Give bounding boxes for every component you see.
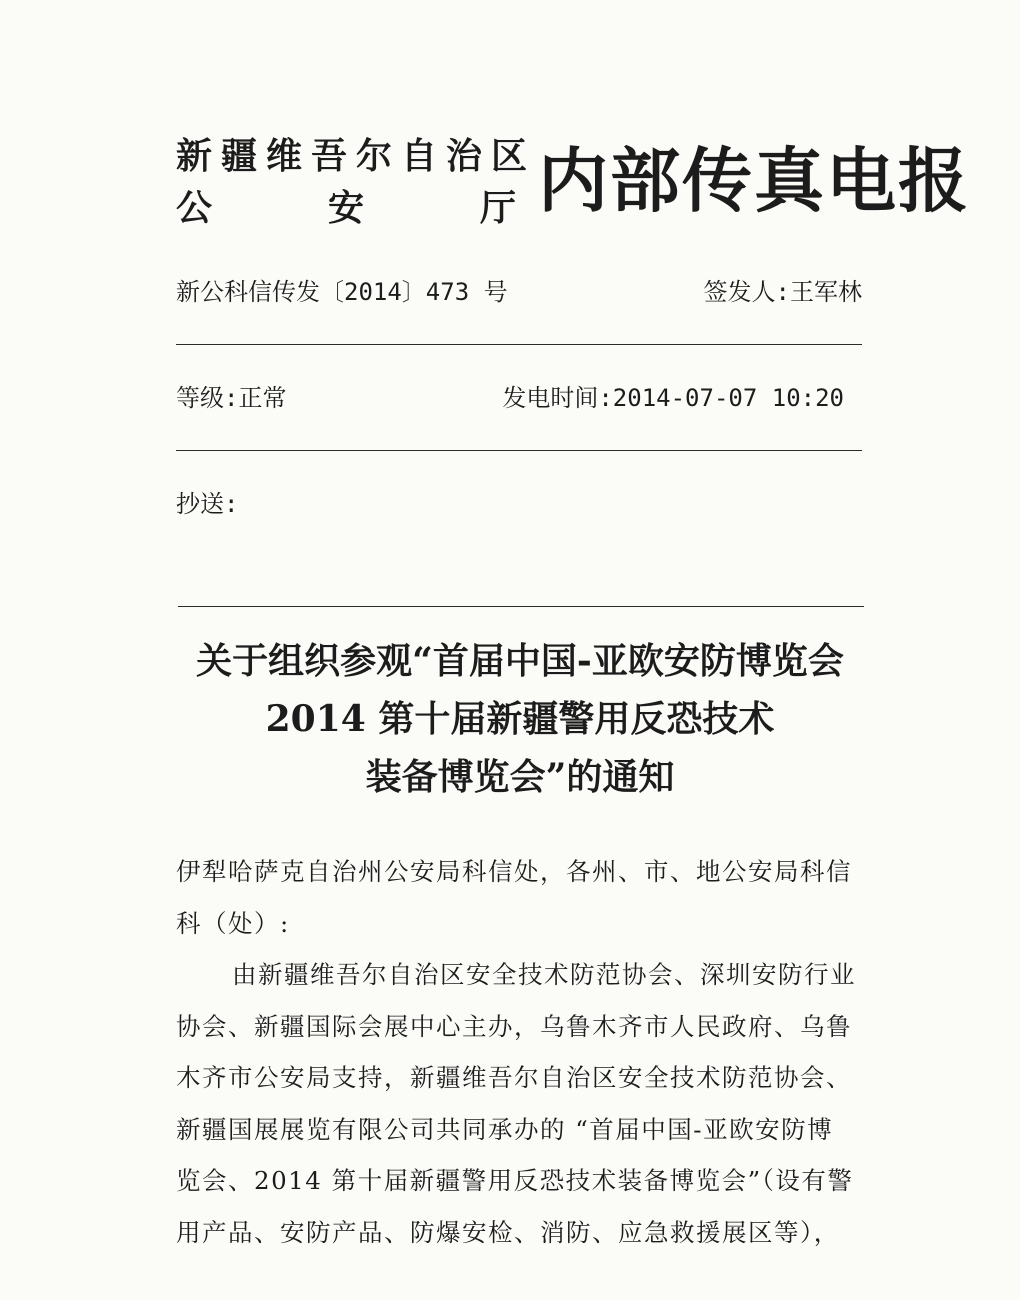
level-time-row [176,378,862,413]
org-name-line1: 新疆维吾尔自治区 [176,135,537,177]
document-body [176,846,866,1258]
title-line-3: 装备博览会”的通知 [365,756,675,798]
issuing-organization [176,130,537,234]
org-char: 公 [176,187,213,229]
org-char: 厅 [479,187,516,229]
body-line: 协会、新疆国际会展中心主办，乌鲁木齐市人民政府、乌鲁 [176,1011,852,1041]
priority-level: 等级:正常 [176,384,287,412]
body-line: 新疆国展展览有限公司共同承办的 “首届中国-亚欧安防博 [176,1114,834,1144]
body-line: 览会、2014 第十届新疆警用反恐技术装备博览会”（设有警 [176,1166,854,1195]
fax-document-type-title: 内部传真电报 [538,140,970,222]
body-line: 由新疆维吾尔自治区安全技术防范协会、深圳安防行业 [232,960,856,989]
cc-label: 抄送: [176,490,239,518]
divider-line [176,450,862,451]
org-char: 安 [327,187,364,229]
signer: 签发人:王军林 [703,278,862,306]
title-line-2: 2014 第十届新疆警用反恐技术 [265,698,775,740]
body-line-recipients-cont: 科（处）: [176,908,290,938]
body-line: 木齐市公安局支持，新疆维吾尔自治区安全技术防范协会、 [176,1063,852,1092]
body-line-recipients: 伊犁哈萨克自治州公安局科信处，各州、市、地公安局科信 [176,857,852,886]
send-time: 发电时间:2014-07-07 10:20 [502,384,844,412]
document-number-row [176,272,862,307]
body-line: 用产品、安防产品、防爆安检、消防、应急救援展区等）， [176,1217,840,1247]
cc-row [176,484,862,519]
divider-line [178,606,864,607]
org-name-line2 [176,182,516,234]
document-number: 新公科信传发〔2014〕473 号 [176,278,508,306]
title-line-1: 关于组织参观“首届中国-亚欧安防博览会 [196,640,844,682]
divider-line [176,344,862,345]
document-title [150,632,890,806]
